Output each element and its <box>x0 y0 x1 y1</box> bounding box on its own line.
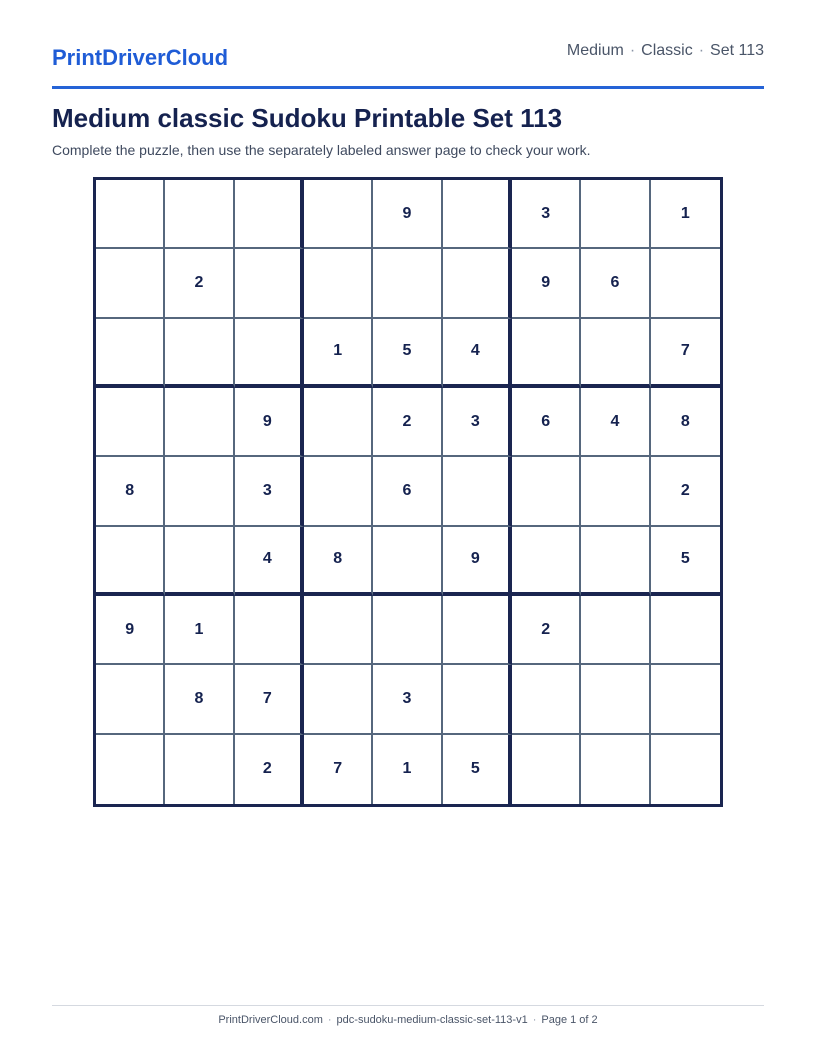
sudoku-cell <box>581 180 650 249</box>
sudoku-cell <box>304 249 373 318</box>
sudoku-cell: 8 <box>651 388 720 457</box>
sudoku-cell: 1 <box>304 319 373 388</box>
sudoku-cell: 2 <box>235 735 304 804</box>
sudoku-cell: 3 <box>235 457 304 526</box>
sudoku-cell: 4 <box>443 319 512 388</box>
puzzle-meta <box>567 42 764 60</box>
sudoku-cell <box>96 319 165 388</box>
sudoku-cell <box>165 735 234 804</box>
sudoku-cell <box>512 527 581 596</box>
footer-code: pdc-sudoku-medium-classic-set-113-v1 <box>336 1014 528 1026</box>
meta-difficulty: Medium <box>566 42 624 59</box>
sudoku-cell <box>96 388 165 457</box>
footer-separator: · <box>532 1014 537 1026</box>
sudoku-cell <box>96 180 165 249</box>
sudoku-cell: 7 <box>235 665 304 734</box>
sudoku-cell: 4 <box>235 527 304 596</box>
sudoku-cell <box>304 457 373 526</box>
sudoku-cell <box>581 735 650 804</box>
sudoku-cell: 9 <box>443 527 512 596</box>
brand-logo-text: PrintDriverCloud <box>52 45 229 70</box>
sudoku-cell <box>443 665 512 734</box>
sudoku-cell <box>581 596 650 665</box>
page-subtitle: Complete the puzzle, then use the separately labeled answer page to check your work. <box>52 142 591 158</box>
sudoku-cell: 9 <box>235 388 304 457</box>
footer-separator: · <box>327 1014 332 1026</box>
sudoku-cell <box>373 596 442 665</box>
footer-divider <box>52 1005 764 1006</box>
sudoku-cell <box>304 388 373 457</box>
page-header <box>52 40 764 89</box>
sudoku-cell <box>512 457 581 526</box>
sudoku-cell <box>581 319 650 388</box>
sudoku-cell <box>581 665 650 734</box>
sudoku-cell <box>165 180 234 249</box>
sudoku-cell: 3 <box>373 665 442 734</box>
sudoku-cell <box>165 457 234 526</box>
sudoku-cell: 8 <box>96 457 165 526</box>
sudoku-cell: 9 <box>512 249 581 318</box>
sudoku-cell: 6 <box>512 388 581 457</box>
meta-separator: · <box>629 42 636 59</box>
sudoku-cell: 9 <box>96 596 165 665</box>
sudoku-cell: 7 <box>304 735 373 804</box>
sudoku-cell <box>165 319 234 388</box>
sudoku-cell: 4 <box>581 388 650 457</box>
sudoku-cell: 5 <box>373 319 442 388</box>
sudoku-cell: 1 <box>165 596 234 665</box>
meta-variant: Classic <box>641 42 693 59</box>
sudoku-cell <box>443 457 512 526</box>
sudoku-cell <box>443 249 512 318</box>
sudoku-cell: 8 <box>304 527 373 596</box>
page-title: Medium classic Sudoku Printable Set 113 <box>52 103 563 133</box>
meta-separator: · <box>698 42 705 59</box>
sudoku-cell <box>165 388 234 457</box>
sudoku-grid <box>93 177 723 807</box>
sudoku-cell: 2 <box>512 596 581 665</box>
sudoku-cell <box>373 249 442 318</box>
sudoku-cell: 2 <box>651 457 720 526</box>
sudoku-cell: 6 <box>581 249 650 318</box>
sudoku-cell <box>512 319 581 388</box>
sudoku-cell <box>651 665 720 734</box>
sudoku-cell <box>235 319 304 388</box>
meta-set: Set 113 <box>710 42 764 59</box>
sudoku-cell <box>581 457 650 526</box>
sudoku-cell <box>96 735 165 804</box>
sudoku-cell <box>304 596 373 665</box>
sudoku-cell <box>651 596 720 665</box>
sudoku-cell <box>304 180 373 249</box>
sudoku-cell: 2 <box>373 388 442 457</box>
sudoku-cell <box>165 527 234 596</box>
sudoku-cell <box>581 527 650 596</box>
sudoku-cell <box>512 735 581 804</box>
sudoku-cell: 8 <box>165 665 234 734</box>
sudoku-cell: 7 <box>651 319 720 388</box>
sudoku-cell <box>235 249 304 318</box>
footer-page-number: Page 1 of 2 <box>541 1014 598 1026</box>
sudoku-cell <box>443 596 512 665</box>
sudoku-cell <box>96 249 165 318</box>
sudoku-cell: 3 <box>443 388 512 457</box>
sudoku-cell: 9 <box>373 180 442 249</box>
sudoku-cell: 6 <box>373 457 442 526</box>
sudoku-cell <box>373 527 442 596</box>
sudoku-cell <box>96 527 165 596</box>
sudoku-cell: 2 <box>165 249 234 318</box>
sudoku-cell <box>304 665 373 734</box>
sudoku-cell <box>235 180 304 249</box>
sudoku-cell <box>651 735 720 804</box>
sudoku-cell: 5 <box>651 527 720 596</box>
page-footer <box>0 1014 816 1026</box>
sudoku-cell <box>512 665 581 734</box>
sudoku-cell: 3 <box>512 180 581 249</box>
sudoku-cell: 1 <box>651 180 720 249</box>
footer-site: PrintDriverCloud.com <box>218 1014 323 1026</box>
sudoku-cell <box>235 596 304 665</box>
sudoku-cell <box>96 665 165 734</box>
sudoku-cell <box>443 180 512 249</box>
sudoku-cell: 1 <box>373 735 442 804</box>
sudoku-cell <box>651 249 720 318</box>
sudoku-cell: 5 <box>443 735 512 804</box>
